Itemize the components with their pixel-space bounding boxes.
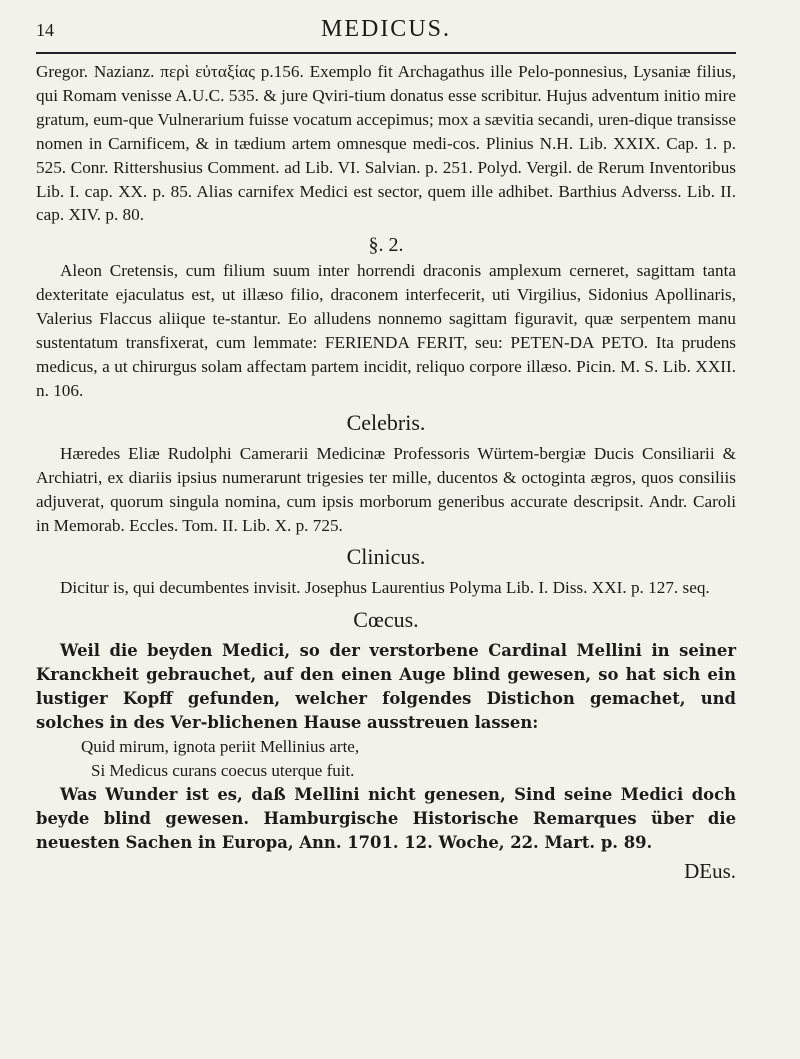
header-rule [36, 52, 736, 54]
book-page [36, 0, 736, 1059]
paragraph-translation: Was Wunder ist es, daß Mellini nicht genesen, Sind seine Medici doch beyde blind gewesen. Hamburgische Historische Remarques über die neuesten Sachen in Europa, Ann. 1701. 12. Woche, 22. Mart. p. 89. [36, 785, 736, 853]
paragraph-clinicus: Dicitur is, qui decumbentes invisit. Josephus Laurentius Polyma Lib. I. Diss. XXI. p. 127. seq. [60, 578, 710, 598]
heading-celebris: Celebris. [346, 409, 426, 435]
paragraph-camerarius: Hæredes Eliæ Rudolphi Camerarii Medicinæ Professoris Würtem-bergiæ Ducis Consiliarii & Archiatri, ex diariis ipsius numerarunt trigesies ter mille, ducentos & octoginta ægros, quos consiliis adjuverat, quorum singula nomina, cum ipsis morborum generibus accurate descripsit. Andr. Caroli in Memorab. Eccles. Tom. II. Lib. X. p. 725. [36, 443, 736, 535]
heading-coecus: Cœcus. [353, 607, 419, 633]
paragraph-archagathus: Gregor. Nazianz. περὶ εὐταξίας p.156. Exemplo fit Archagathus ille Pelo-ponnesius, Lysaniæ filius, qui Romam venisse A.U.C. 535. & jure Qviri-tium donatus esse scribitur. Hujus adventum initio mire gratum, eum-que Vulnerarium fuisse vocatum accepimus; mox a sævitia secandi, uren-dique transisse nomen in Carnificem, & in tædium artem omnesque medi-cos. Plinius N.H. Lib. XXIX. Cap. 1. p. 525. Conr. Rittershusius Comment. ad Lib. VI. Salvian. p. 251. Polyd. Vergil. de Rerum Inventoribus Lib. I. cap. XX. p. 85. Alias carnifex Medici est sector, quem ille adhibet. Barthius Adverss. Lib. II. cap. XIV. p. 80. [36, 62, 736, 225]
paragraph-aleon: Aleon Cretensis, cum filium suum inter horrendi draconis amplexum cerneret, sagittam tanta dexteritate ejaculatus est, ut illæso filio, draconem interfecerit, uti Virgilius, Sidonius Apollinaris, Valerius Flaccus aliique te-stantur. Eo alludens nonnemo sagittam figuravit, quæ serpentem manu sustentatum transfixerat, cum lemmate: FERIENDA FERIT, seu: PETEN-DA PETO. Ita prudens medicus, a ut chirurgus solam affectam partem incidit, reliquo corpore illæso. Picin. M. S. Lib. XXII. n. 106. [36, 261, 736, 400]
section-mark: §. 2. [368, 234, 404, 257]
heading-clinicus: Clinicus. [346, 544, 426, 570]
verse-line-1: Quid mirum, ignota periit Mellinius arte, [81, 737, 360, 757]
verse-line-2: Si Medicus curans coecus uterque fuit. [91, 761, 355, 781]
page-header [36, 10, 736, 52]
paragraph-mellini: Weil die beyden Medici, so der verstorbene Cardinal Mellini in seiner Kranckheit gebrauchet, auf den einen Auge blind gewesen, so hat sich ein lustiger Kopff gefunden, welcher folgendes Distichon gemachet, und solches in des Ver-blichenen Hause ausstreuen lassen: [36, 641, 736, 733]
page-number: 14 [36, 20, 54, 40]
running-head: MEDICUS. [320, 16, 451, 42]
catchword: DEus. [684, 859, 736, 884]
